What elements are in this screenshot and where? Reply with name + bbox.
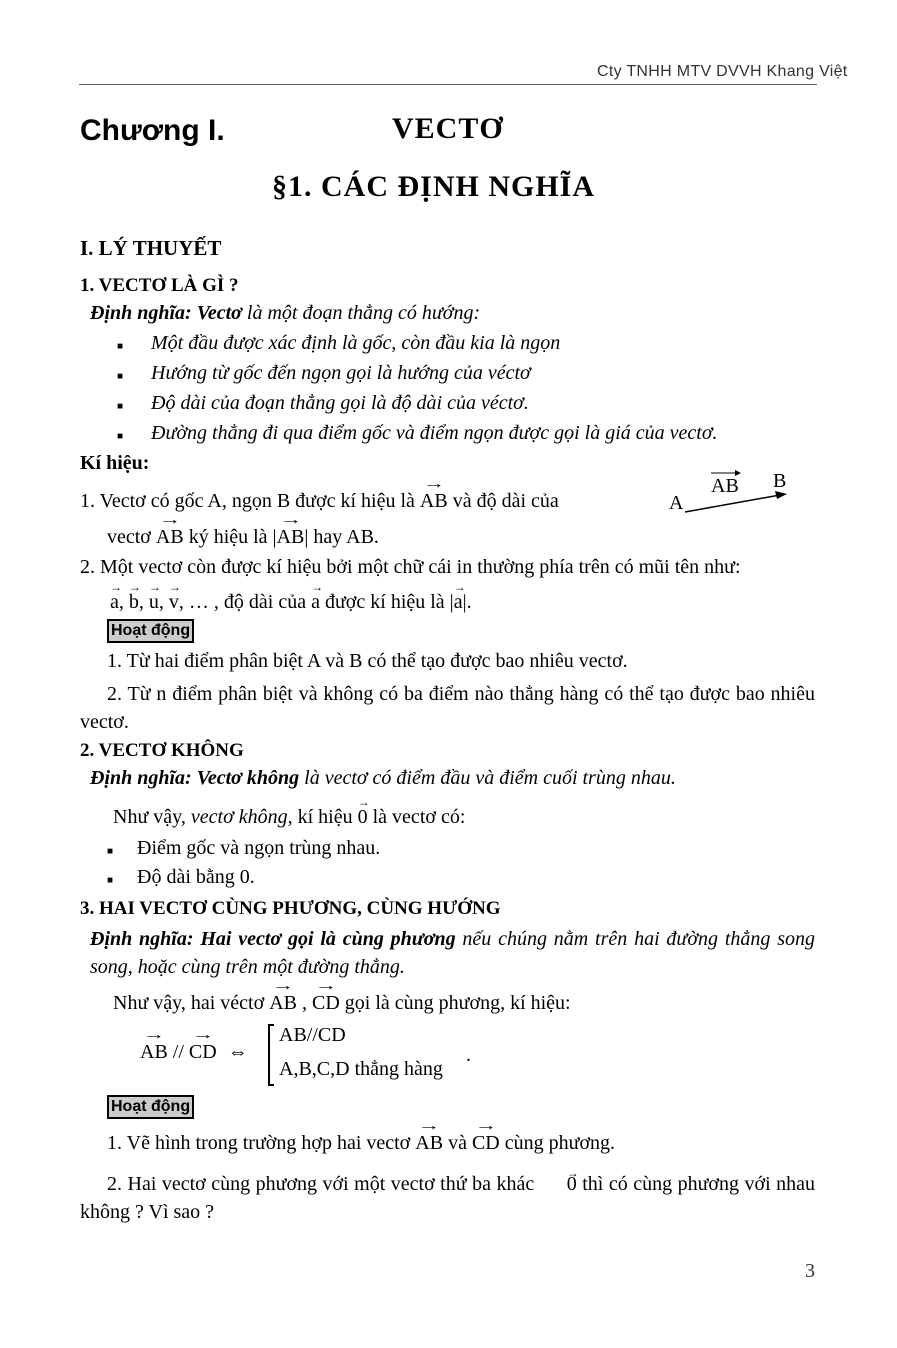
case-dot: . — [466, 1044, 471, 1066]
case-1: AB//CD — [279, 1024, 346, 1046]
collinear-relation: → AB // → CD ⇔ — [140, 1041, 248, 1064]
activity-2-item-2: 2. Hai vectơ cùng phương với một vectơ thứ ba khác → 0 thì có cùng phương với nhau không ? Vì sao ? — [80, 1170, 815, 1226]
s2-line: Như vậy, vectơ không, kí hiệu → 0 là vectơ có: — [113, 806, 465, 829]
zero-vector: → 0 — [358, 806, 368, 829]
def-term: Vectơ — [196, 302, 242, 324]
activity-label-2: Hoạt động — [107, 1095, 194, 1119]
vector-ab: → AB — [420, 490, 448, 513]
s1-bullet-2: ■ Hướng từ gốc đến ngọn gọi là hướng của véctơ — [117, 362, 531, 384]
s2-definition: Định nghĩa: Vectơ không là vectơ có điểm đầu và điểm cuối trùng nhau. — [90, 767, 676, 789]
notation-label: Kí hiệu: — [80, 452, 150, 474]
s1-definition — [90, 302, 480, 325]
page-number: 3 — [805, 1260, 815, 1282]
header-rule — [79, 84, 817, 85]
s1-bullet-4: ■ Đường thẳng đi qua điểm gốc và điểm ngọn được gọi là giá của vectơ. — [117, 422, 718, 444]
chapter-title: VECTƠ — [392, 112, 504, 145]
s2-bullet-2: ■ Độ dài bằng 0. — [107, 866, 255, 888]
s2-heading: 2. VECTƠ KHÔNG — [80, 740, 244, 761]
s3-line: Như vậy, hai véctơ → AB , → CD gọi là cùng phương, kí hiệu: — [113, 992, 571, 1015]
point-a-label: A — [669, 492, 684, 514]
s2-bullet-1: ■ Điểm gốc và ngọn trùng nhau. — [107, 837, 381, 859]
activity-label: Hoạt động — [107, 619, 194, 643]
activity-1-item-1: 1. Từ hai điểm phân biệt A và B có thể tạo được bao nhiêu vectơ. — [107, 650, 628, 672]
notation-2-cont: → a, → b, → u, → v, … , độ dài của → a được kí hiệu là |→ a|. — [110, 591, 472, 614]
point-b-label: B — [773, 470, 787, 492]
notation-2: 2. Một vectơ còn được kí hiệu bởi một chữ cái in thường phía trên có mũi tên như: — [80, 556, 741, 578]
case-bracket — [268, 1024, 274, 1086]
s3-heading: 3. HAI VECTƠ CÙNG PHƯƠNG, CÙNG HƯỚNG — [80, 898, 501, 919]
s1-heading: 1. VECTƠ LÀ GÌ ? — [80, 275, 239, 296]
notation-1-cont: vectơ → AB ký hiệu là |→ AB| hay AB. — [107, 526, 379, 549]
activity-2-item-1: 1. Vẽ hình trong trường hợp hai vectơ → AB và → CD cùng phương. — [107, 1132, 615, 1155]
vector-ab-figure — [665, 465, 795, 520]
s1-bullet-1: ■ Một đầu được xác định là gốc, còn đầu kia là ngọn — [117, 332, 561, 354]
iff-symbol: ⇔ — [227, 1041, 248, 1063]
s3-definition: Định nghĩa: Hai vectơ gọi là cùng phương nếu chúng nằm trên hai đường thẳng song song, hoặc cùng trên một đường thẳng. — [90, 928, 815, 978]
figure-ab-label: AB — [711, 475, 739, 497]
notation-1: 1. Vectơ có gốc A, ngọn B được kí hiệu là → AB và độ dài của — [80, 490, 559, 513]
chapter-label: Chương I. — [80, 114, 225, 147]
case-2: A,B,C,D thẳng hàng — [279, 1058, 443, 1080]
running-header: Cty TNHH MTV DVVH Khang Việt — [597, 63, 848, 80]
def-text: là một đoạn thẳng có hướng: — [241, 302, 481, 324]
part-title: I. LÝ THUYẾT — [80, 236, 222, 260]
def-label: Định nghĩa: — [90, 302, 197, 324]
section-title: §1. CÁC ĐỊNH NGHĨA — [272, 170, 596, 203]
activity-1-item-2: 2. Từ n điểm phân biệt và không có ba điểm nào thẳng hàng có thể tạo được bao nhiêu vectơ. — [80, 683, 815, 733]
s1-bullet-3: ■ Độ dài của đoạn thẳng gọi là độ dài của véctơ. — [117, 392, 529, 414]
